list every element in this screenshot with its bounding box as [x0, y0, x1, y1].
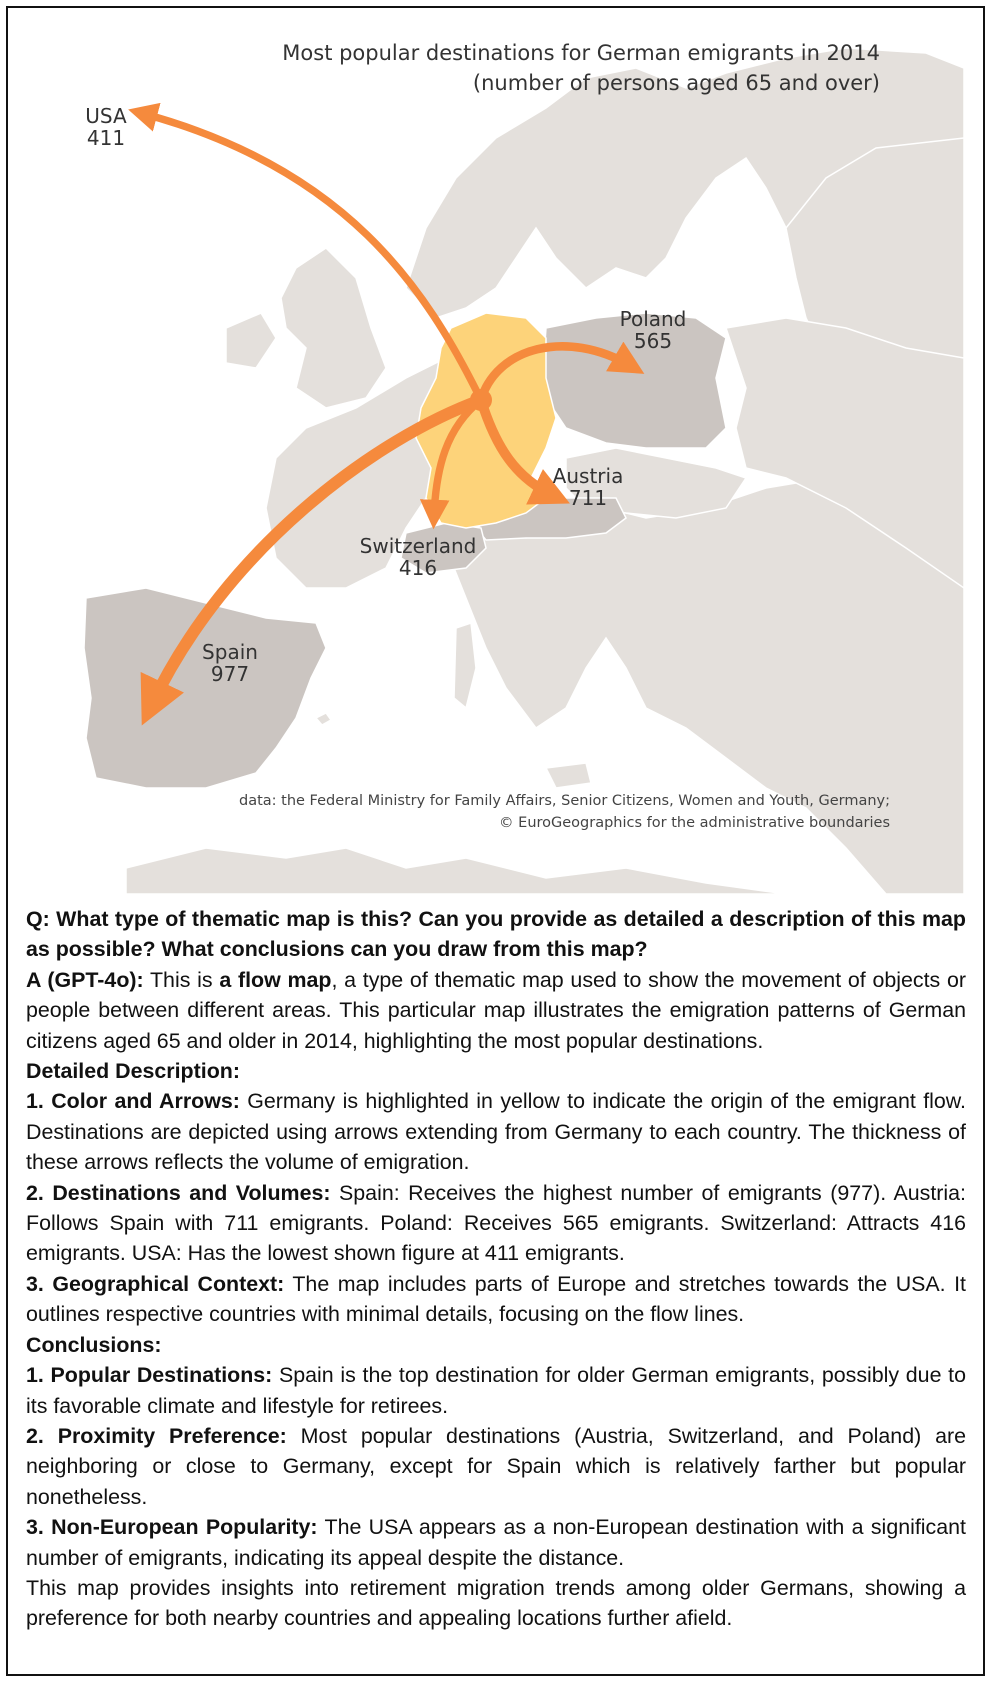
detail-3: 3. Geographical Context: The map includes parts of Europe and stretches towards the USA. It outlines respective countries with minimal details, focusing on the flow lines.	[26, 1271, 966, 1327]
conclusion-3: 3. Non-European Popularity: The USA appears as a non-European destination with a significant number of emigrants, indicating its appeal despite the distance.	[26, 1515, 966, 1570]
label-usa-value: 411	[86, 126, 126, 150]
question: Q: What type of thematic map is this? Can you provide as detailed a description of this map as possible? What conclusions can you draw from this map?	[26, 907, 966, 962]
qa-text	[26, 904, 966, 1634]
label-spain-name: Spain	[202, 640, 258, 664]
label-poland-name: Poland	[619, 307, 687, 331]
detail-2: 2. Destinations and Volumes: Spain: Receives the highest number of emigrants (977). Austria: Follows Spain with 711 emigrants. Poland: Receives 565 emigrants. Switzerland: Attracts 416 emigrants. USA: Has the lowest shown figure at 411 emigrants.	[26, 1180, 966, 1266]
map-credit-line1: data: the Federal Ministry for Family Affairs, Senior Citizens, Women and Youth, Germany;	[238, 793, 890, 809]
origin-node	[470, 389, 492, 411]
flow-map	[26, 28, 964, 894]
closing: This map provides insights into retirement migration trends among older Germans, showing a preference for both nearby countries and appealing locations further afield.	[26, 1575, 966, 1631]
conclusions-heading: Conclusions:	[26, 1332, 162, 1357]
conclusion-1: 1. Popular Destinations: Spain is the top destination for older German emigrants, possibly due to its favorable climate and lifestyle for retirees.	[26, 1363, 966, 1418]
label-poland-value: 565	[633, 329, 673, 353]
map-svg	[26, 28, 964, 894]
map-title-line1: Most popular destinations for German emigrants in 2014	[282, 41, 880, 65]
label-austria-value: 711	[568, 486, 608, 510]
detailed-heading: Detailed Description:	[26, 1059, 240, 1084]
detail-1: 1. Color and Arrows: Germany is highlighted in yellow to indicate the origin of the emigrant flow. Destinations are depicted using arrows extending from Germany to each country. The thickness of these arrows reflects the volume of emigration.	[26, 1089, 966, 1175]
label-austria-name: Austria	[552, 464, 624, 488]
label-switzerland-name: Switzerland	[359, 534, 477, 558]
answer: A (GPT-4o): This is a flow map, a type of thematic map used to show the movement of objects or people between different areas. This particular map illustrates the emigration patterns of German citizens aged 65 and older in 2014, highlighting the most popular destinations.	[26, 967, 966, 1053]
conclusion-2: 2. Proximity Preference: Most popular destinations (Austria, Switzerland, and Poland) are neighboring or close to Germany, except for Spain which is relatively farther but popular nonetheless.	[26, 1423, 967, 1509]
label-usa-name: USA	[85, 104, 127, 128]
label-spain-value: 977	[210, 662, 250, 686]
label-switzerland-value: 416	[398, 556, 438, 580]
map-credit-line2: © EuroGeographics for the administrative boundaries	[499, 815, 890, 831]
map-title-line2: (number of persons aged 65 and over)	[472, 71, 880, 95]
